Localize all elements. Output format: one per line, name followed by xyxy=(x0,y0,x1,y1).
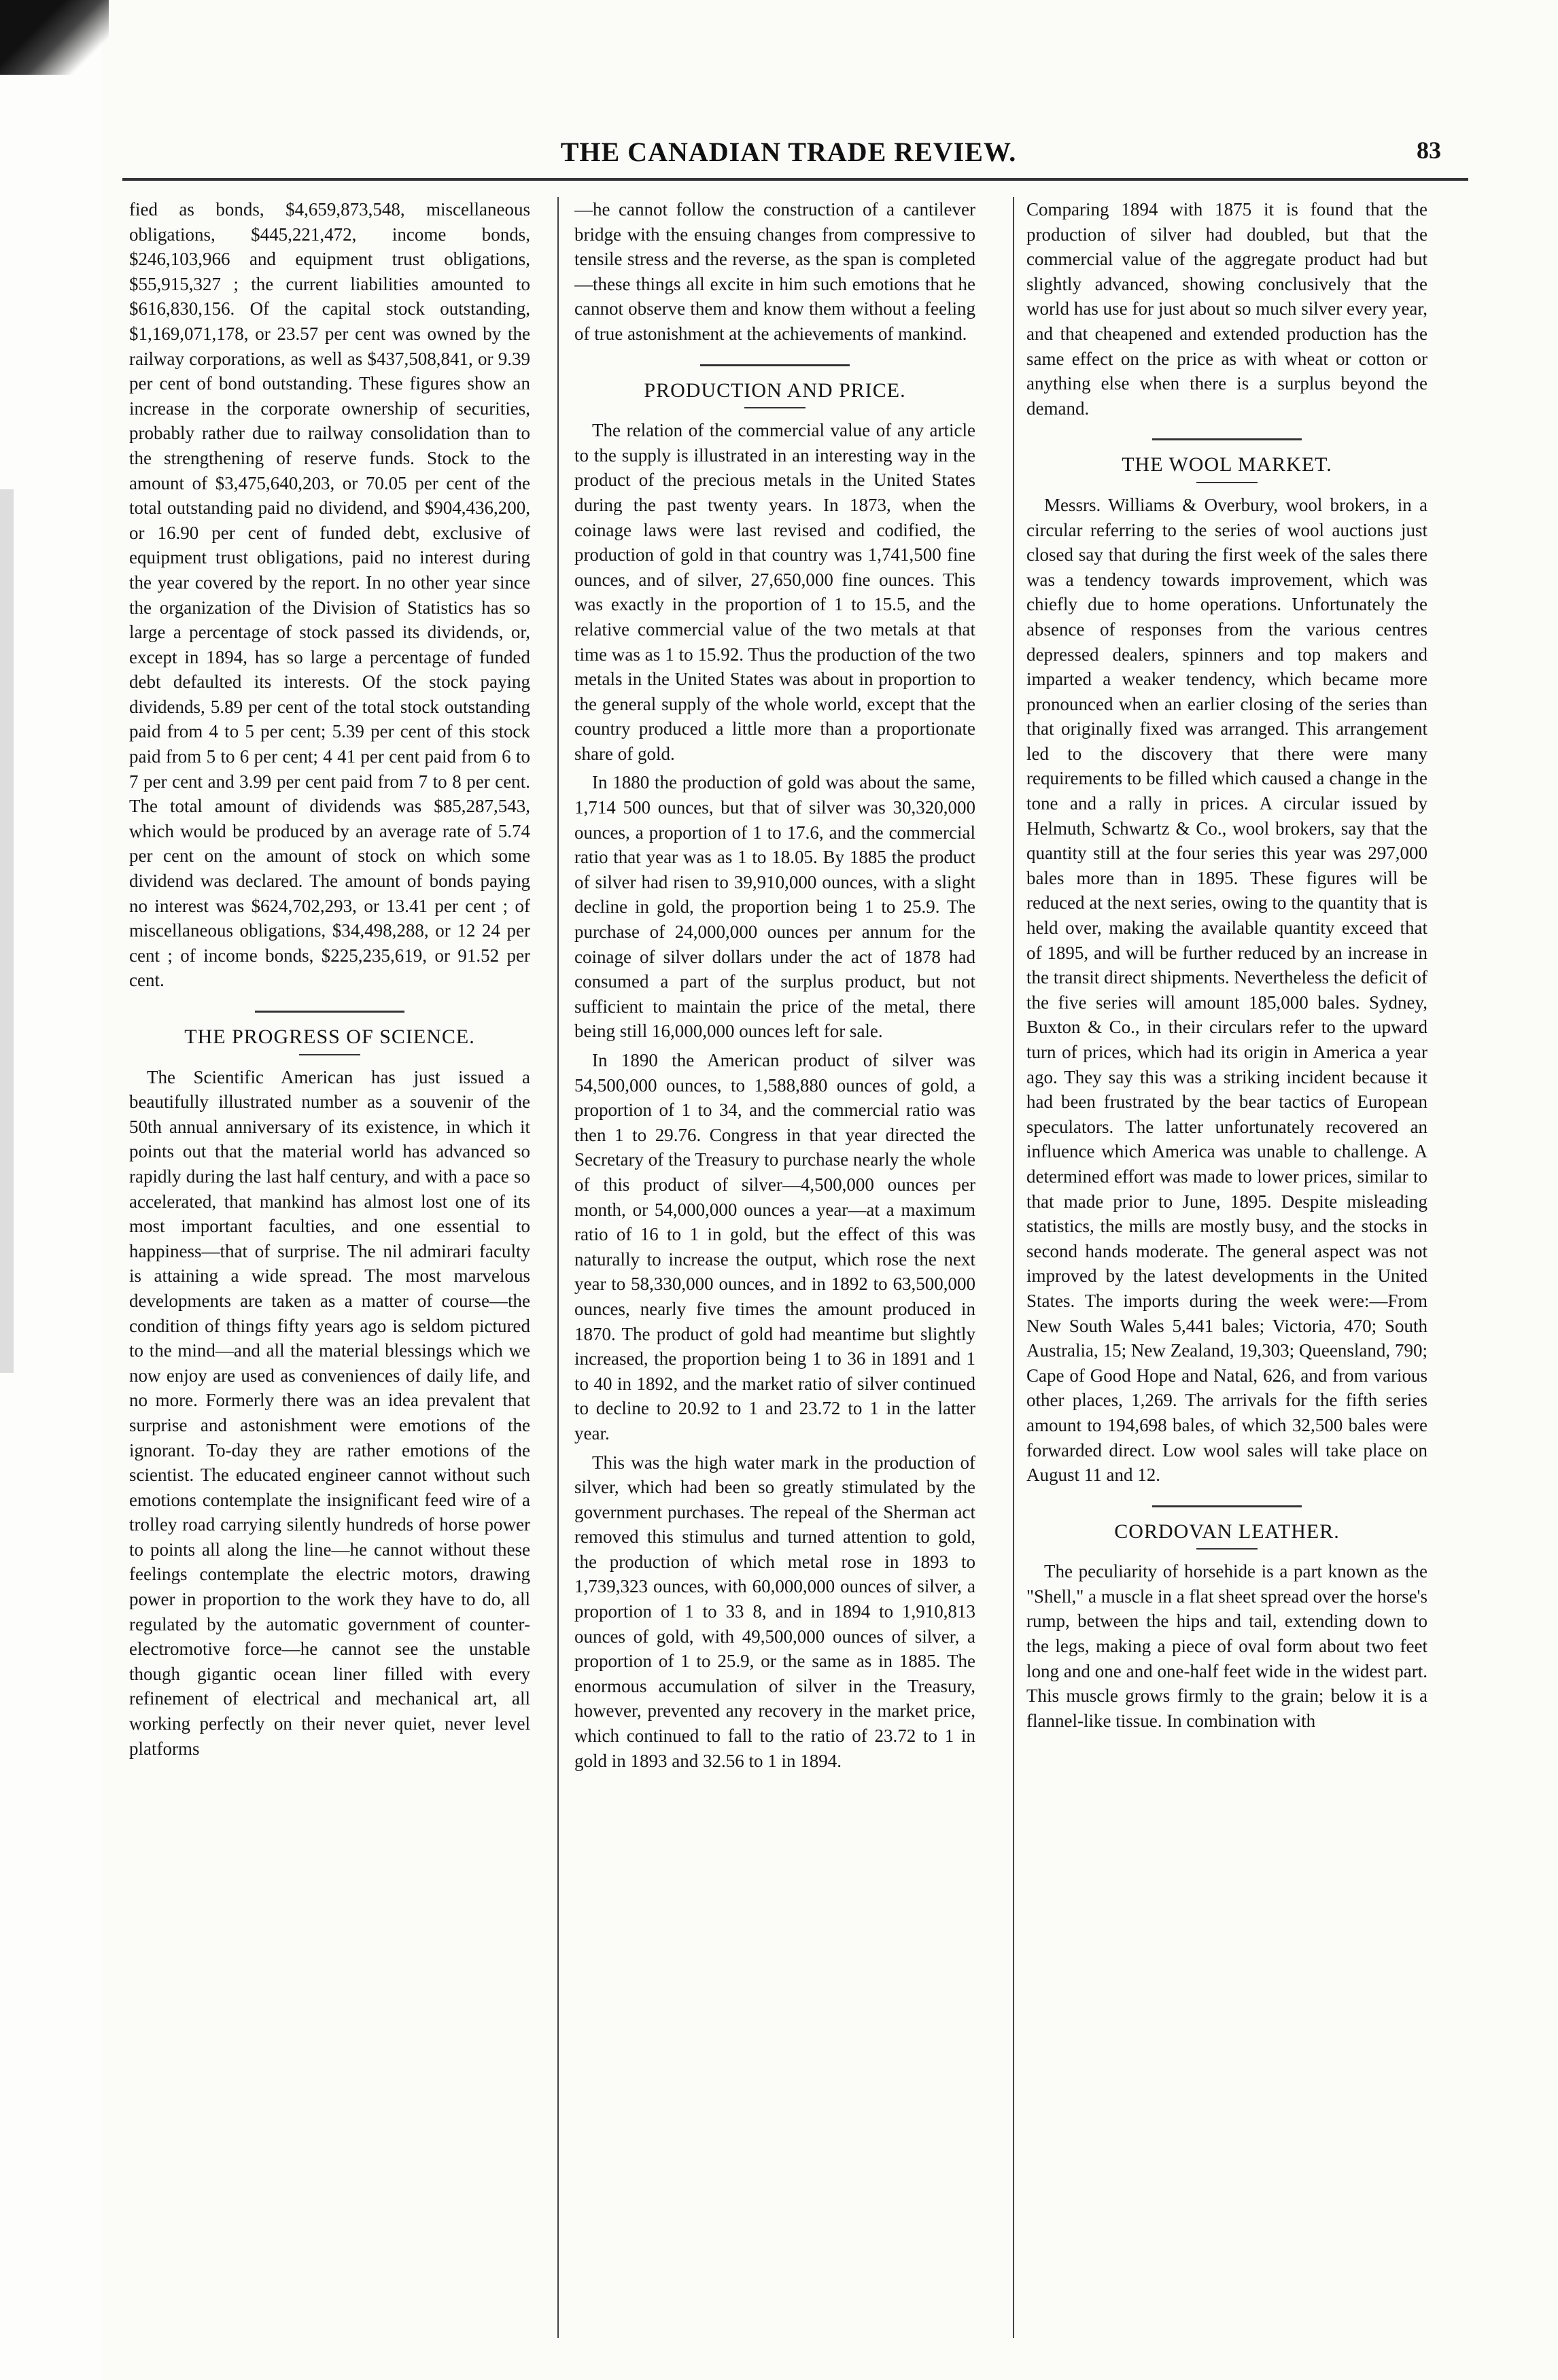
section-heading: THE WOOL MARKET. xyxy=(1122,453,1332,476)
paragraph: Messrs. Williams & Overbury, wool brokers, in a circular referring to the series of wool auctions just closed say that during the first week of the sales there was a tendency towards improvement, which was chiefly due to home operations. Unfortunately the absence of responses from the various centres depressed dealers, spinners and top makers and imparted a weaker tendency, which became more pronounced when an earlier closing of the series than that originally fixed was arranged. This arrangement led to the discovery that there were many requirements to be filled which caused a change in the tone and a rally in prices. A circular issued by Helmuth, Schwartz & Co., wool brokers, say that the quantity still at the four series this year was 297,000 bales more than in 1895. These figures will be reduced at the next series, owing to the quantity that is held over, making the available quantity exceed that of 1895, and will be further reduced by an increase in the transit direct shipments. Nevertheless the deficit of the five series will amount 185,000 bales. Sydney, Buxton & Co., in their circulars refer to the upward turn of prices, which had its origin in America a year ago. They say this was a striking incident because it had been frustrated by the bear tactics of European speculators. The latter unfortunately recovered an influence which America was unable to challenge. A determined effort was made to lower prices, similar to that made prior to June, 1895. Despite misleading statistics, the mills are mostly busy, and the stocks in second hands moderate. The general aspect was not improved by the latest developments in the United States. The imports during the week were:—From New South Wales 5,441 bales; Victoria, 470; South Australia, 15; New Zealand, 19,303; Queensland, 790; Cape of Good Hope and Natal, 626, and from various other places, 1,269. The arrivals for the fifth series amount to 194,698 bales, of which 32,500 bales were forwarded direct. Low wool sales will take place on August 11 and 12. xyxy=(1026,494,1427,1486)
publication-title: THE CANADIAN TRADE REVIEW. xyxy=(560,137,1017,167)
paragraph: The Scientific American has just issued a beautifully illustrated number as a souvenir of the 50th annual anniversary of its existence, in which it points out that the material world has advanced so rapidly during the last half century, and with a pace so accelerated, that mankind has almost lost one of its most important faculties, and one essential to happiness—that of surprise. The nil admirari faculty is attaining a wide spread. The most marvelous developments are taken as a matter of course—the condition of things fifty years ago is seldom pictured to the mind—and all the material blessings which we now enjoy are used as conveniences of daily life, and no more. Formerly there was an idea prevalent that surprise and astonishment were emotions of the ignorant. To-day they are rather emotions of the scientist. The educated engineer cannot without such emotions contemplate the insignificant feed wire of a trolley road carrying silently hundreds of horse power to points all along the line—he cannot without these feelings contemplate the electric motors, drawing power in proportion to the work they have to do, all regulated by the automatic government of counter-electromotive force—he cannot see the unstable though gigantic ocean liner filled with every refinement of electrical and mechanical art, all working perfectly on their never quiet, never level platforms xyxy=(129,1066,530,1759)
scan-corner-shadow xyxy=(0,0,109,75)
section-rule xyxy=(700,364,850,366)
paragraph: —he cannot follow the construction of a cantilever bridge with the ensuing changes from compressive to tensile stress and the reverse, as the span is completed—these things all excite in him such emotions that he cannot observe them and know them without a feeling of true astonishment at the achievements of mankind. xyxy=(574,199,975,344)
page-header xyxy=(116,136,1475,177)
paragraph: The peculiarity of horsehide is a part known as the "Shell," a muscle in a flat sheet spread over the horse's rump, between the hips and tail, extending down to the legs, making a piece of oval form about two feet long and one and one-half feet wide in the widest part. This muscle grows firmly to the grain; below it is a flannel-like tissue. In combination with xyxy=(1026,1561,1427,1731)
section-rule xyxy=(1152,438,1302,440)
paragraph: fied as bonds, $4,659,873,548, miscellaneous obligations, $445,221,472, income bonds, $246,103,966 and equipment trust obligations, $55,915,327 ; the current liabilities amounted to $616,830,156. Of the capital stock outstanding, $1,169,071,178, or 23.57 per cent was owned by the railway corporations, as well as $437,508,841, or 9.39 per cent of bond outstanding. These figures show an increase in the corporate ownership of securities, probably rather due to railway consolidation than to the strengthening of reserve funds. Stock to the amount of $3,475,640,203, or 70.05 per cent of the total outstanding paid no dividend, and $904,436,200, or 16.90 per cent of funded debt, exclusive of equipment trust obligations, paid no interest during the year covered by the report. In no other year since the organization of the Division of Statistics has so large a percentage of stock passed its dividends, or, except in 1894, has so large a percentage of funded debt defaulted its interests. Of the stock paying dividends, 5.89 per cent of the total stock outstanding paid from 4 to 5 per cent; 5.39 per cent of this stock paid from 5 to 6 per cent; 4 41 per cent paid from 6 to 7 per cent and 3.99 per cent paid from 7 to 8 per cent. The total amount of dividends was $85,287,543, which would be produced by an average rate of 5.74 per cent on the amount of stock on which some dividend was declared. The amount of bonds paying no interest was $624,702,293, or 13.41 per cent ; of miscellaneous obligations, $34,498,288, or 12 24 per cent ; of income bonds, $225,235,619, or 91.52 per cent. xyxy=(129,199,530,991)
column-3 xyxy=(1026,197,1427,2345)
heading-rule xyxy=(744,407,806,408)
paragraph: In 1880 the production of gold was about the same, 1,714 500 ounces, but that of silver was 30,320,000 ounces, a proportion of 1 to 17.6, and the commercial ratio that year was as 1 to 18.05. By 1885 the product of silver had risen to 39,910,000 ounces, with a slight decline in gold, the proportion being 1 to 25.9. The purchase of 24,000,000 ounces per annum for the coinage of silver dollars under the act of 1878 had consumed a part of the surplus product, but not sufficient to maintain the price of the metal, there being still 16,000,000 ounces left for sale. xyxy=(574,772,975,1042)
facing-page-bleed xyxy=(0,489,14,1373)
section-rule xyxy=(255,1011,404,1013)
column-1 xyxy=(129,197,530,2345)
heading-rule xyxy=(1196,1548,1258,1550)
column-2 xyxy=(574,197,975,2345)
section-rule xyxy=(1152,1505,1302,1507)
heading-rule xyxy=(299,1054,360,1055)
paragraph: In 1890 the American product of silver was 54,500,000 ounces, to 1,588,880 ounces of gold, a proportion of 1 to 34, and the commercial ratio was then 1 to 29.76. Congress in that year directed the Secretary of the Treasury to purchase nearly the whole of this product of silver—4,500,000 ounces per month, or 54,000,000 ounces a year—at a maximum ratio of 16 to 1 in gold, but the effect of this was naturally to increase the output, which rose the next year to 58,330,000 ounces, and in 1892 to 63,500,000 ounces, nearly five times the amount produced in 1870. The product of gold had meantime but slightly increased, the proportion being 1 to 36 in 1891 and 1 to 40 in 1892, and the market ratio of silver continued to decline to 20.92 to 1 and 23.72 to 1 in the latter year. xyxy=(574,1050,975,1443)
scan-margin xyxy=(0,0,102,2380)
column-divider xyxy=(557,197,559,2338)
paragraph: This was the high water mark in the production of silver, which had been so greatly stimulated by the government purchases. The repeal of the Sherman act removed this stimulus and turned attention to gold, the production of which metal rose in 1893 to 1,739,323 ounces, with 60,000,000 ounces of silver, a proportion of 1 to 33 8, and in 1894 to 1,910,813 ounces of gold, with 49,500,000 ounces of silver, a proportion of 1 to 25.9, or the same as in 1885. The enormous accumulation of silver in the Treasury, however, prevented any recovery in the market price, which continued to fall to the ratio of 23.72 to 1 in gold in 1893 and 32.56 to 1 in 1894. xyxy=(574,1452,975,1771)
section-heading: CORDOVAN LEATHER. xyxy=(1114,1520,1340,1543)
paragraph: Comparing 1894 with 1875 it is found that the production of silver had doubled, but that the commercial value of the aggregate product had but slightly advanced, showing conclusively that the world has use for just about so much silver every year, and that cheapened and extended production has the same effect on the price as with wheat or cotton or anything else when there is a surplus beyond the demand. xyxy=(1026,199,1427,419)
heading-rule xyxy=(1196,482,1258,483)
column-divider xyxy=(1013,197,1014,2338)
paragraph: The relation of the commercial value of any article to the supply is illustrated in an interesting way in the product of the precious metals in the United States during the past twenty years. In 1873, when the coinage laws were last revised and codified, the production of gold in that country was 1,741,500 fine ounces, and of silver, 27,650,000 fine ounces. This was exactly in the proportion of 1 to 15.5, and the relative commercial value of the two metals at that time was as 1 to 15.92. Thus the production of the two metals in the United States was about in proportion to the general supply of the whole world, except that the country produced a little more than a proportionate share of gold. xyxy=(574,420,975,764)
page-number: 83 xyxy=(1417,137,1441,164)
header-rule xyxy=(122,178,1468,181)
section-heading: THE PROGRESS OF SCIENCE. xyxy=(184,1026,475,1048)
section-heading: PRODUCTION AND PRICE. xyxy=(644,379,906,402)
